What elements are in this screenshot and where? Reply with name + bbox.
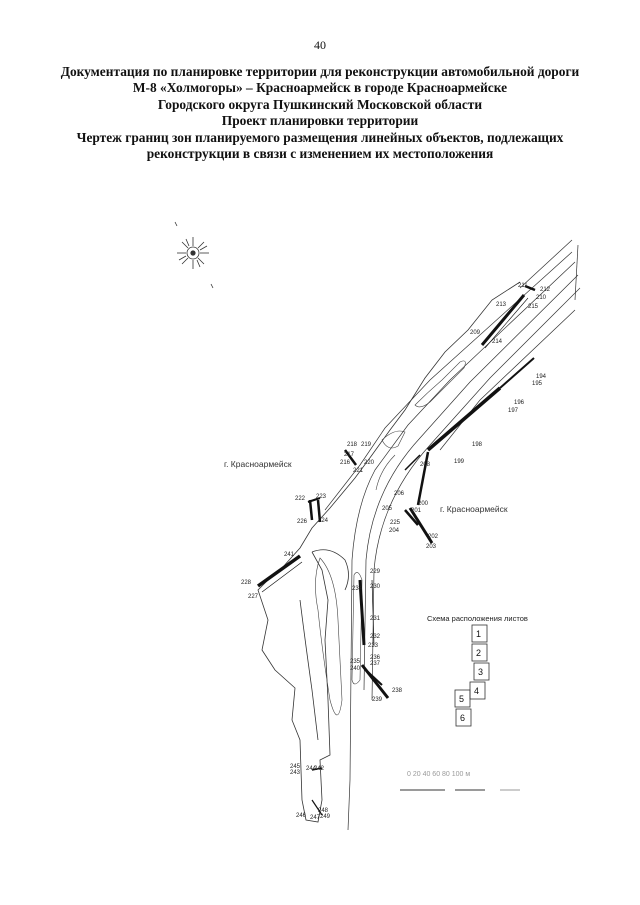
- point-label: 209: [470, 330, 481, 336]
- header-line-1: Документация по планировке территории для реконструкции автомобильной дороги: [60, 64, 580, 79]
- point-label: 206: [394, 491, 405, 497]
- point-label: 197: [508, 408, 519, 414]
- point-label: 199: [454, 459, 465, 465]
- point-label: 219: [361, 442, 372, 448]
- point-label: 242: [314, 766, 325, 772]
- parcel-outline-left: [258, 282, 520, 822]
- sheet-number: 2: [476, 648, 482, 658]
- point-label: 226: [297, 519, 308, 525]
- point-label: 221: [353, 468, 364, 474]
- point-label: 227: [248, 594, 259, 600]
- header-line-5: Чертеж границ зон планируемого размещения линейных объектов, подлежащих: [76, 129, 564, 145]
- point-label: 231: [370, 616, 381, 622]
- point-label: 239: [372, 697, 383, 703]
- point-label: 210: [536, 295, 547, 301]
- header-line-4: Проект планировки территории: [221, 113, 419, 129]
- point-label: 249: [320, 814, 331, 820]
- point-label: 203: [426, 544, 437, 550]
- header-line-3: Городского округа Пушкинский Московской области: [157, 96, 483, 112]
- point-label: 217: [344, 452, 355, 458]
- header-line-2: М-8 «Холмогоры» – Красноармейск в городе Красноармейске: [132, 80, 508, 96]
- point-label: 198: [472, 442, 483, 448]
- point-label: 194: [536, 374, 547, 380]
- sheet-number: 4: [474, 686, 480, 696]
- sheet-scheme: [427, 614, 528, 726]
- road-lines: [325, 240, 580, 830]
- point-label: 212: [540, 287, 551, 293]
- point-label: 237: [370, 661, 381, 667]
- point-label: 236: [370, 655, 381, 661]
- point-label: 215: [528, 304, 539, 310]
- point-label: 228: [241, 580, 252, 586]
- point-label: 246: [296, 813, 307, 819]
- point-label: 204: [389, 528, 400, 534]
- sheet-number: 6: [460, 713, 466, 723]
- point-label: 216: [340, 460, 351, 466]
- city-label-left: г. Красноармейск: [224, 459, 292, 469]
- point-label: 234: [352, 586, 363, 592]
- point-label: 200: [418, 501, 429, 507]
- point-label: 247: [310, 815, 321, 821]
- sheet-number: 1: [476, 629, 482, 639]
- point-label: 213: [496, 302, 507, 308]
- sheet-number: 3: [478, 667, 484, 677]
- point-label: 248: [318, 808, 329, 814]
- point-label: 201: [411, 508, 422, 514]
- point-label: 229: [370, 569, 381, 575]
- point-label: 214: [492, 339, 503, 345]
- point-label: 245: [290, 764, 301, 770]
- point-label: 208: [420, 462, 431, 468]
- road-islands: [315, 361, 465, 715]
- point-label: 244: [306, 766, 317, 772]
- boundary-strips: [258, 286, 535, 815]
- scale-bar-label: 0 20 40 60 80 100 м: [407, 771, 471, 778]
- point-label: 238: [392, 688, 403, 694]
- point-label: 222: [295, 496, 306, 502]
- point-label: 205: [382, 506, 393, 512]
- scale-bar: [400, 771, 520, 790]
- point-label: 235: [350, 659, 361, 665]
- point-label: 241: [284, 552, 295, 558]
- point-label: 195: [532, 381, 543, 387]
- sun-compass-icon: [175, 222, 213, 288]
- point-label: 243: [290, 770, 301, 776]
- point-label: 220: [364, 460, 375, 466]
- point-label: 211: [518, 283, 528, 289]
- point-label: 225: [390, 520, 401, 526]
- sheet-scheme-title: Схема расположения листов: [427, 614, 528, 623]
- city-label-right: г. Красноармейск: [440, 504, 508, 514]
- point-label: 232: [370, 634, 381, 640]
- point-label: 223: [316, 494, 327, 500]
- point-label: 230: [370, 584, 381, 590]
- header-line-6: реконструкции в связи с изменением их местоположения: [146, 146, 494, 162]
- point-label: 218: [347, 442, 358, 448]
- point-label: 196: [514, 400, 525, 406]
- page-number: 40: [314, 38, 326, 52]
- point-label: 233: [368, 643, 379, 649]
- point-label: 224: [318, 518, 329, 524]
- sheet-number: 5: [459, 694, 465, 704]
- point-label: 240: [350, 666, 361, 672]
- point-label: 202: [428, 534, 439, 540]
